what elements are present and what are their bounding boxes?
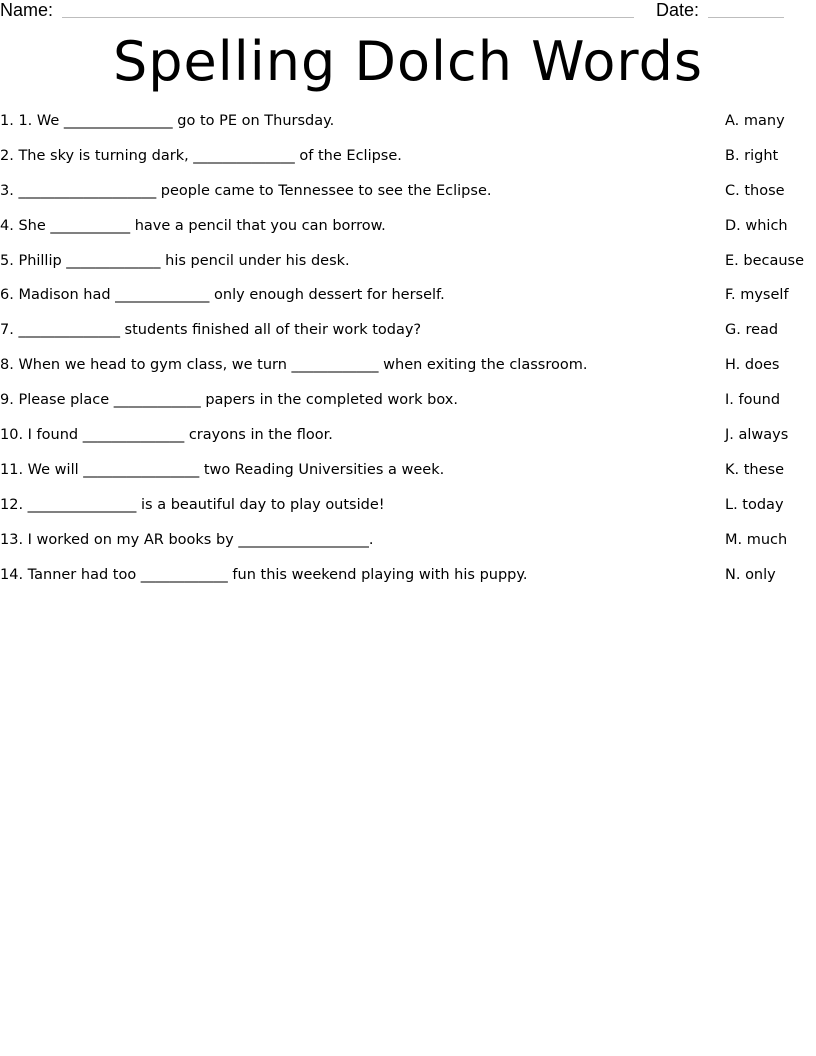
worksheet-header bbox=[0, 0, 816, 22]
question-item: 1. 1. We _______________ go to PE on Thursday. bbox=[0, 113, 335, 129]
date-field-line[interactable] bbox=[708, 17, 784, 18]
question-list bbox=[0, 111, 700, 599]
date-label: Date: bbox=[656, 0, 700, 20]
question-item: 14. Tanner had too ____________ fun this weekend playing with his puppy. bbox=[0, 566, 528, 583]
answer-choice: J. always bbox=[725, 427, 789, 444]
question-item: 7. ______________ students finished all of their work today? bbox=[0, 322, 422, 339]
answer-choice: K. these bbox=[725, 461, 784, 478]
question-item: 3. ___________________ people came to Tennessee to see the Eclipse. bbox=[0, 182, 492, 199]
answer-choice: D. which bbox=[725, 217, 788, 234]
answer-choice: E. because bbox=[725, 252, 805, 269]
question-item: 4. She ___________ have a pencil that you can borrow. bbox=[0, 217, 386, 234]
question-item: 5. Phillip _____________ his pencil under his desk. bbox=[0, 252, 350, 269]
question-item: 2. The sky is turning dark, ______________ of the Eclipse. bbox=[0, 147, 402, 164]
question-item: 11. We will ________________ two Reading Universities a week. bbox=[0, 461, 445, 478]
question-item: 12. _______________ is a beautiful day to play outside! bbox=[0, 496, 385, 513]
answer-choice-list bbox=[725, 111, 816, 599]
question-item: 9. Please place ____________ papers in the completed work box. bbox=[0, 392, 458, 409]
answer-choice: B. right bbox=[725, 147, 779, 164]
answer-choice: L. today bbox=[725, 496, 784, 513]
answer-choice: G. read bbox=[725, 322, 779, 339]
question-item: 13. I worked on my AR books by __________________. bbox=[0, 531, 374, 548]
answer-choice: H. does bbox=[725, 357, 780, 374]
answer-choice: F. myself bbox=[725, 287, 789, 304]
question-item: 6. Madison had _____________ only enough dessert for herself. bbox=[0, 287, 445, 304]
answer-choice: A. many bbox=[725, 113, 785, 129]
question-item: 10. I found ______________ crayons in the floor. bbox=[0, 427, 333, 444]
answer-choice: N. only bbox=[725, 566, 776, 583]
question-item: 8. When we head to gym class, we turn ____________ when exiting the classroom. bbox=[0, 357, 588, 374]
name-label: Name: bbox=[0, 0, 54, 20]
answer-choice: M. much bbox=[725, 531, 788, 548]
answer-choice: C. those bbox=[725, 182, 785, 199]
name-field-line[interactable] bbox=[62, 17, 634, 18]
page-title: Spelling Dolch Words bbox=[112, 30, 704, 93]
answer-choice: I. found bbox=[725, 392, 781, 409]
